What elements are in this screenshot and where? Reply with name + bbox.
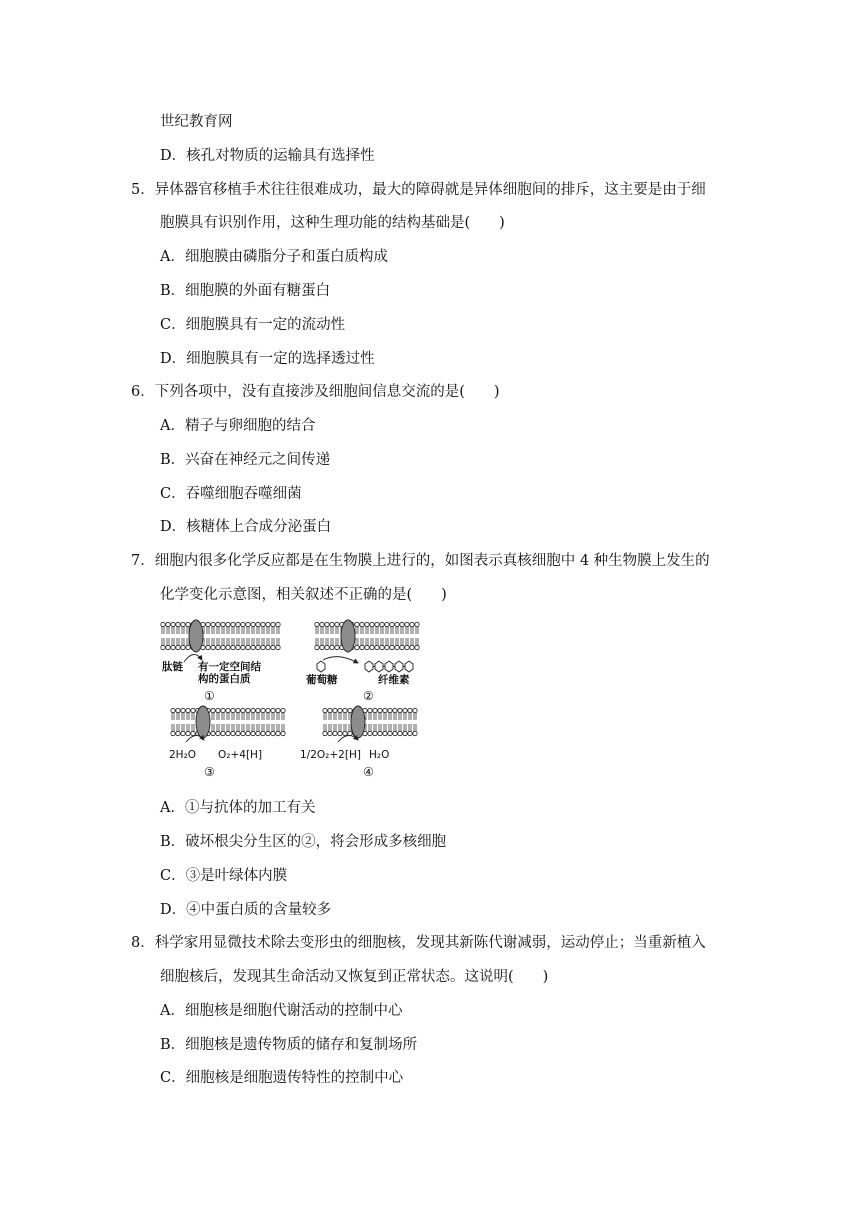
q5-option-d: D．细胞膜具有一定的选择透过性 [160, 351, 375, 367]
q8-option-a: A．细胞核是细胞代谢活动的控制中心 [160, 1003, 403, 1019]
d1-left-label: 肽链 [162, 661, 183, 673]
cellulose-unit [405, 661, 413, 672]
q8-stem-line1: 8．科学家用显微技术除去变形虫的细胞核，发现其新陈代谢减弱，运动停止；当重新植入 [131, 935, 706, 951]
d4-number: ④ [363, 765, 374, 779]
header-text: 世纪教育网 [160, 114, 233, 130]
q6-option-c: C．吞噬细胞吞噬细菌 [160, 486, 302, 502]
q6-option-b: B．兴奋在神经元之间传递 [160, 452, 331, 468]
q4-option-d: D．核孔对物质的运输具有选择性 [160, 148, 375, 164]
d1-number: ① [204, 689, 215, 703]
q7-stem-line1: 7．细胞内很多化学反应都是在生物膜上进行的，如图表示真核细胞中 4 种生物膜上发生的 [131, 553, 710, 569]
cellulose-unit [395, 661, 403, 672]
membrane-1-protein [189, 620, 203, 652]
d1-right-label-line2: 构的蛋白质 [198, 673, 251, 685]
q7-option-d: D．④中蛋白质的含量较多 [160, 902, 332, 918]
d3-number: ③ [204, 765, 215, 779]
d4-right-label: H₂O [369, 749, 390, 761]
membrane-3 [171, 706, 285, 738]
q6-option-d: D．核糖体上合成分泌蛋白 [160, 519, 332, 535]
membrane-1 [161, 620, 280, 652]
cellulose-unit [385, 661, 393, 672]
glucose-hexagon-icon [317, 661, 325, 672]
q5-option-a: A．细胞膜由磷脂分子和蛋白质构成 [160, 249, 388, 265]
membrane-diagram-svg [160, 618, 430, 788]
q7-option-a: A．①与抗体的加工有关 [160, 800, 316, 816]
membrane-2-protein [341, 620, 355, 652]
cellulose-chain-icon [365, 661, 413, 672]
q8-stem-line2: 细胞核后，发现其生命活动又恢复到正常状态。这说明( ) [160, 969, 549, 985]
q5-stem-line1: 5．异体器官移植手术往往很难成功，最大的障碍就是异体细胞间的排斥，这主要是由于细 [131, 182, 706, 198]
q6-option-a: A．精子与卵细胞的结合 [160, 418, 316, 434]
q6-stem-line1: 6．下列各项中，没有直接涉及细胞间信息交流的是( ) [131, 384, 500, 400]
q5-option-c: C．细胞膜具有一定的流动性 [160, 317, 346, 333]
cellulose-unit [365, 661, 373, 672]
q8-option-b: B．细胞核是遗传物质的储存和复制场所 [160, 1037, 418, 1053]
d3-right-label: O₂+4[H] [218, 749, 263, 761]
membrane-3-protein [196, 706, 210, 738]
membrane-2 [315, 620, 419, 652]
d2-left-label: 葡萄糖 [306, 674, 338, 686]
q5-option-b: B．细胞膜的外面有糖蛋白 [160, 283, 331, 299]
membrane-4-protein [351, 706, 365, 738]
q7-option-b: B．破坏根尖分生区的②，将会形成多核细胞 [160, 834, 447, 850]
d2-arrow [323, 657, 358, 663]
d2-right-label: 纤维素 [378, 674, 410, 686]
q8-option-c: C．细胞核是细胞遗传特性的控制中心 [160, 1070, 404, 1086]
q7-stem-line2: 化学变化示意图，相关叙述不正确的是( ) [160, 587, 447, 603]
d3-left-label: 2H₂O [169, 749, 197, 761]
d4-left-label: 1/2O₂+2[H] [300, 749, 361, 761]
q7-option-c: C．③是叶绿体内膜 [160, 868, 288, 884]
q5-stem-line2: 胞膜具有识别作用，这种生理功能的结构基础是( ) [160, 215, 505, 231]
membrane-diagram [160, 618, 430, 788]
cellulose-unit [375, 661, 383, 672]
d1-right-label-line1: 有一定空间结 [198, 661, 261, 673]
membrane-4 [323, 706, 417, 738]
d2-number: ② [363, 689, 374, 703]
